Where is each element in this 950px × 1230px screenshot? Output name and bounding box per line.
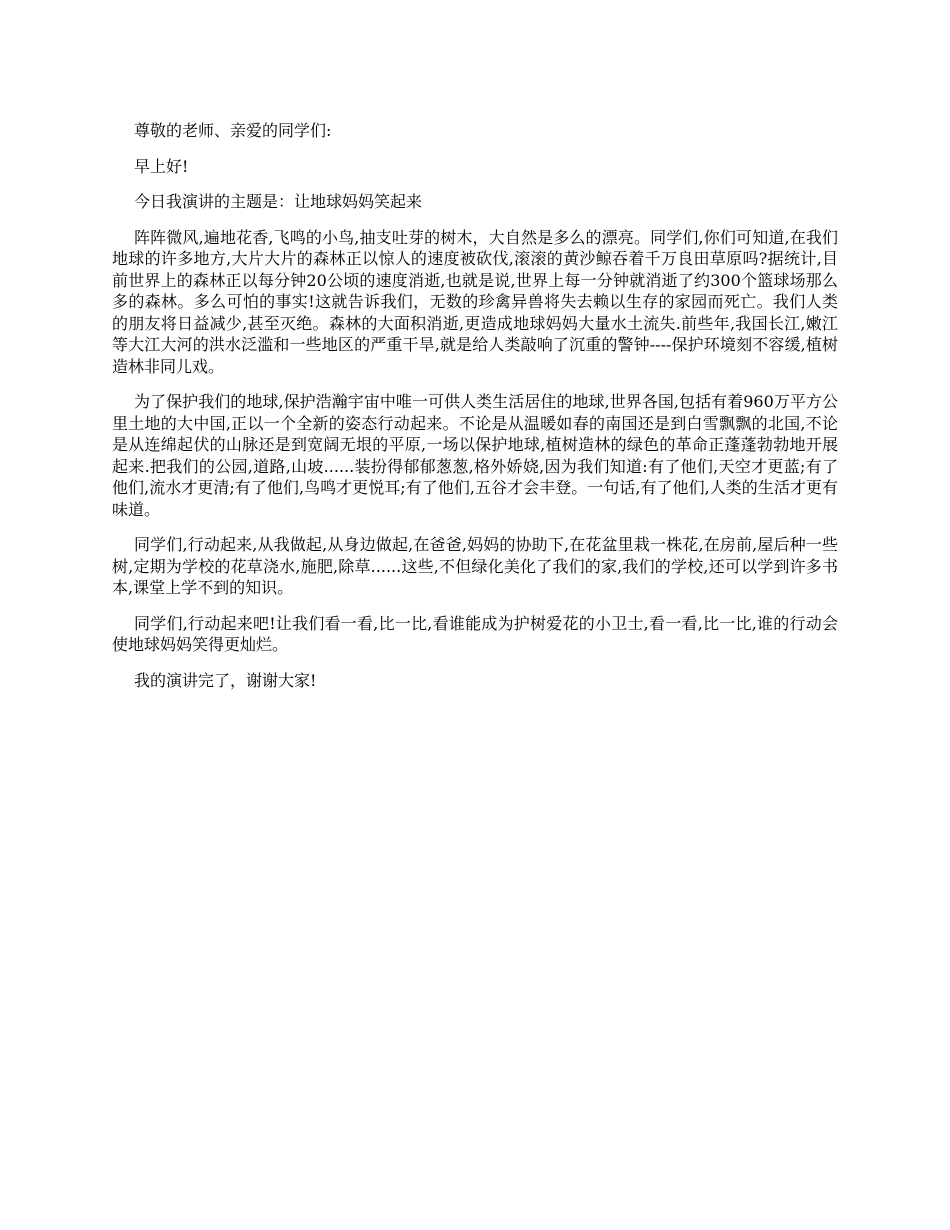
body-paragraph-1: 阵阵微风,遍地花香,飞鸣的小鸟,抽支吐芽的树木，大自然是多么的漂亮。同学们,你们可知道,在我们地球的许多地方,大片大片的森林正以惊人的速度被砍伐,滚滚的黄沙鲸吞着千万良田草原吗?据统计,目前世界上的森林正以每分钟20公顷的速度消逝,也就是说,世界上每一分钟就消逝了约300个篮球场那么多的森林。多么可怕的事实!这就告诉我们，无数的珍禽异兽将失去赖以生存的家园而死亡。我们人类的朋友将日益减少,甚至灭绝。森林的大面积消逝,更造成地球妈妈大量水土流失.前些年,我国长江,嫩江等大江大河的洪水泛滥和一些地区的严重干旱,就是给人类敲响了沉重的警钟----保护环境刻不容缓,植树造林非同儿戏。 — [112, 227, 838, 376]
greeting: 早上好! — [134, 156, 189, 176]
body-paragraph-4: 同学们,行动起来吧!让我们看一看,比一比,看谁能成为护树爱花的小卫士,看一看,比一比,谁的行动会使地球妈妈笑得更灿烂。 — [112, 613, 838, 654]
closing: 我的演讲完了，谢谢大家! — [134, 670, 317, 690]
body-paragraph-2: 为了保护我们的地球,保护浩瀚宇宙中唯一可供人类生活居住的地球,世界各国,包括有着960万平方公里土地的大中国,正以一个全新的姿态行动起来。不论是从温暖如春的南国还是到白雪飘飘的北国,不论是从连绵起伏的山脉还是到宽阔无垠的平原,一场以保护地球,植树造林的绿色的革命正蓬蓬勃勃地开展起来.把我们的公园,道路,山坡......装扮得郁郁葱葱,格外娇娆,因为我们知道:有了他们,天空才更蓝;有了他们,流水才更清;有了他们,鸟鸣才更悦耳;有了他们,五谷才会丰登。一句话,有了他们,人类的生活才更有味道。 — [112, 392, 838, 519]
document-page — [112, 120, 838, 705]
salutation: 尊敬的老师、亲爱的同学们: — [134, 121, 332, 140]
body-paragraph-3: 同学们,行动起来,从我做起,从身边做起,在爸爸,妈妈的协助下,在花盆里栽一株花,在房前,屋后种一些树,定期为学校的花草浇水,施肥,除草......这些,不但绿化美化了我们的家,我们的学校,还可以学到许多书本,课堂上学不到的知识。 — [112, 535, 838, 597]
speech-topic: 今日我演讲的主题是：让地球妈妈笑起来 — [134, 192, 423, 211]
